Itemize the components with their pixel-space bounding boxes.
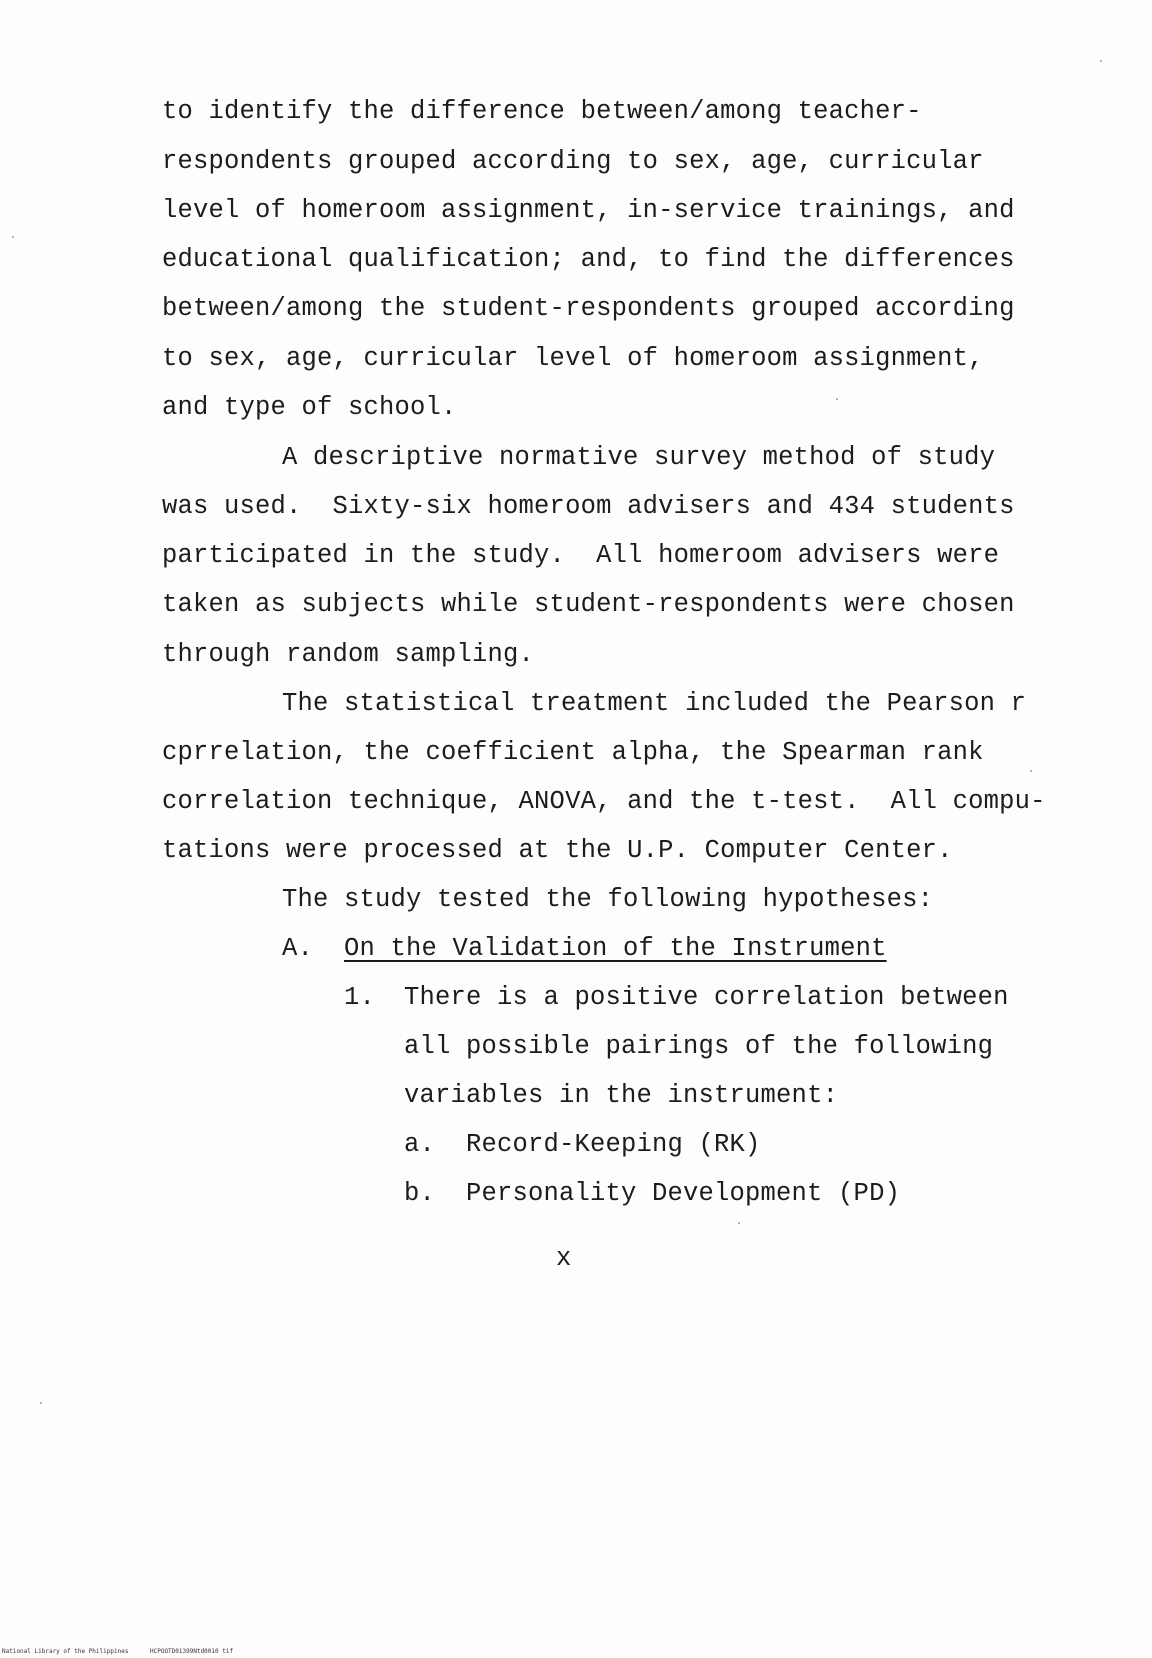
paragraph-3-line-3: correlation technique, ANOVA, and the t-test. All compu- xyxy=(162,787,1046,816)
scan-speck xyxy=(1030,770,1032,772)
item-1-line-3: variables in the instrument: xyxy=(404,1081,839,1110)
paragraph-2-line-2: was used. Sixty-six homeroom advisers and 434 students xyxy=(162,492,1015,521)
paragraph-1-line-1: to identify the difference between/among teacher- xyxy=(162,97,922,126)
footer-library-label: National Library of the Philippines xyxy=(2,1648,129,1655)
scan-speck xyxy=(738,1222,740,1224)
paragraph-2-line-3: participated in the study. All homeroom advisers were xyxy=(162,541,1000,570)
item-1-marker: 1. xyxy=(344,983,376,1012)
sub-item-a-text: Record-Keeping (RK) xyxy=(466,1130,761,1159)
scan-speck xyxy=(1100,60,1102,62)
paragraph-4: The study tested the following hypotheses: xyxy=(282,885,934,914)
section-a-heading: On the Validation of the Instrument xyxy=(344,934,887,963)
sub-item-b-marker: b. xyxy=(404,1179,436,1208)
paragraph-1-line-7: and type of school. xyxy=(162,393,457,422)
item-1-line-1: There is a positive correlation between xyxy=(404,983,1009,1012)
paragraph-2-line-1: A descriptive normative survey method of study xyxy=(282,443,996,472)
section-a-marker: A. xyxy=(282,934,314,963)
paragraph-3-line-2: cprrelation, the coefficient alpha, the Spearman rank xyxy=(162,738,984,767)
scan-speck xyxy=(836,398,838,400)
scan-speck xyxy=(12,236,14,238)
paragraph-1-line-6: to sex, age, curricular level of homeroom assignment, xyxy=(162,344,984,373)
paragraph-2-line-5: through random sampling. xyxy=(162,640,535,669)
scan-speck xyxy=(40,1402,42,1404)
page-number: x xyxy=(556,1244,572,1273)
paragraph-2-line-4: taken as subjects while student-respondents were chosen xyxy=(162,590,1015,619)
paragraph-1-line-5: between/among the student-respondents grouped according xyxy=(162,294,1015,323)
paragraph-3-line-4: tations were processed at the U.P. Computer Center. xyxy=(162,836,953,865)
footer-file-label: HCPOOTD01399Ntd0010 tif xyxy=(150,1648,234,1655)
paragraph-1-line-4: educational qualification; and, to find the differences xyxy=(162,245,1015,274)
paragraph-3-line-1: The statistical treatment included the Pearson r xyxy=(282,689,1027,718)
item-1-line-2: all possible pairings of the following xyxy=(404,1032,994,1061)
sub-item-b-text: Personality Development (PD) xyxy=(466,1179,901,1208)
paragraph-1-line-2: respondents grouped according to sex, age, curricular xyxy=(162,147,984,176)
paragraph-1-line-3: level of homeroom assignment, in-service trainings, and xyxy=(162,196,1015,225)
sub-item-a-marker: a. xyxy=(404,1130,436,1159)
